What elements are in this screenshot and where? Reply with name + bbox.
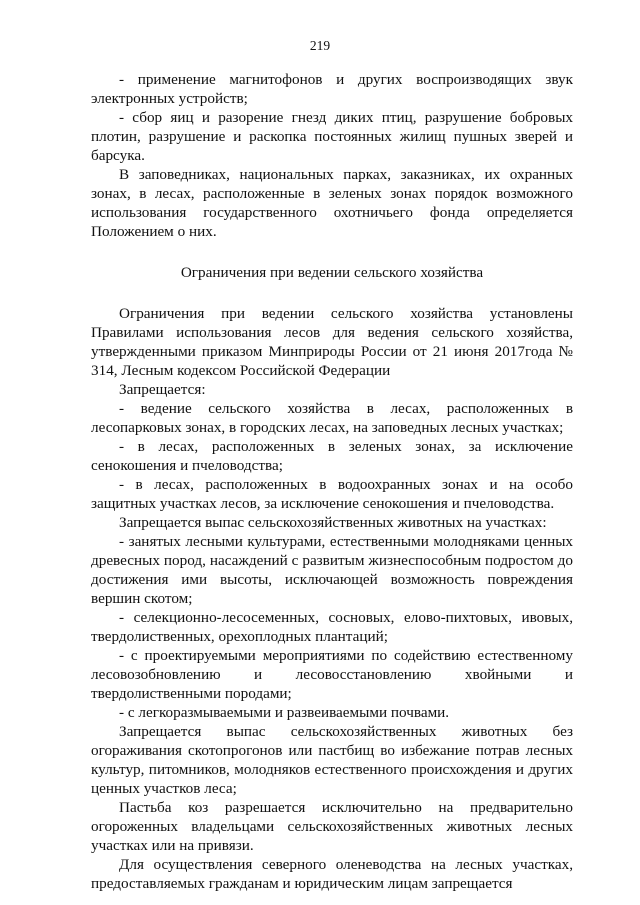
- list-item-forest-cultures: - занятых лесными культурами, естественными молодняками ценных древесных пород, насаждений с развитым жизнеспособным подростом до достижения ими высоты, исключающей возможность повреждения вершин скотом;: [91, 533, 573, 607]
- page-number: 219: [309, 38, 331, 53]
- paragraph-tape-recorders: - применение магнитофонов и других воспроизводящих звук электронных устройств;: [91, 71, 573, 107]
- paragraph-prohibited: Запрещается:: [119, 381, 206, 398]
- paragraph-goats: Пастьба коз разрешается исключительно на предварительно огороженных владельцами сельскохозяйственных животных лесных участках или на привязи.: [91, 799, 573, 854]
- list-item-plantations: - селекционно-лесосеменных, сосновых, елово-пихтовых, ивовых, твердолиственных, орехоплодных плантаций;: [91, 609, 573, 645]
- paragraph-reindeer: Для осуществления северного оленеводства на лесных участках, предоставляемых гражданам и юридическим лицам запрещается: [91, 856, 573, 892]
- paragraph-nests-dams: - сбор яиц и разорение гнезд диких птиц, разрушение бобровых плотин, разрушение и раскопка постоянных жилищ пушных зверей и барсука.: [91, 109, 573, 164]
- paragraph-fencing: Запрещается выпас сельскохозяйственных животных без огораживания скотопрогонов или пастбищ во избежание потрав лесных культур, питомников, молодняков естественного происхождения и других ценных участков леса;: [91, 723, 573, 797]
- paragraph-agriculture-rules: Ограничения при ведении сельского хозяйства установлены Правилами использования лесов для ведения сельского хозяйства, утвержденными приказом Минприроды России от 21 июня 2017года № 314, Лесным кодексом Российской Федерации: [91, 305, 573, 379]
- list-item-reforestation: - с проектируемыми мероприятиями по содействию естественному лесовозобновлению и лесовосстановлению хвойными и твердолиственными породами;: [91, 647, 573, 702]
- body-text: [91, 70, 573, 893]
- list-item-green-zones: - в лесах, расположенных в зеленых зонах, за исключение сенокошения и пчеловодства;: [91, 438, 573, 474]
- list-item-water-protection-zones: - в лесах, расположенных в водоохранных зонах и на особо защитных участках лесов, за исключение сенокошения и пчеловодства.: [91, 476, 573, 512]
- list-item-erodible-soils: - с легкоразмываемыми и развеиваемыми почвами.: [119, 704, 450, 721]
- paragraph-reserves-hunting: В заповедниках, национальных парках, заказниках, их охранных зонах, в лесах, расположенные в зеленых зонах порядок возможного использования государственного охотничьего фонда определяется Положением о них.: [91, 166, 573, 240]
- section-heading-agriculture: Ограничения при ведении сельского хозяйства: [180, 264, 484, 281]
- list-item-forest-park-zones: - ведение сельского хозяйства в лесах, расположенных в лесопарковых зонах, в городских лесах, на заповедных лесных участках;: [91, 400, 573, 436]
- paragraph-grazing-prohibited: Запрещается выпас сельскохозяйственных животных на участках:: [119, 514, 547, 531]
